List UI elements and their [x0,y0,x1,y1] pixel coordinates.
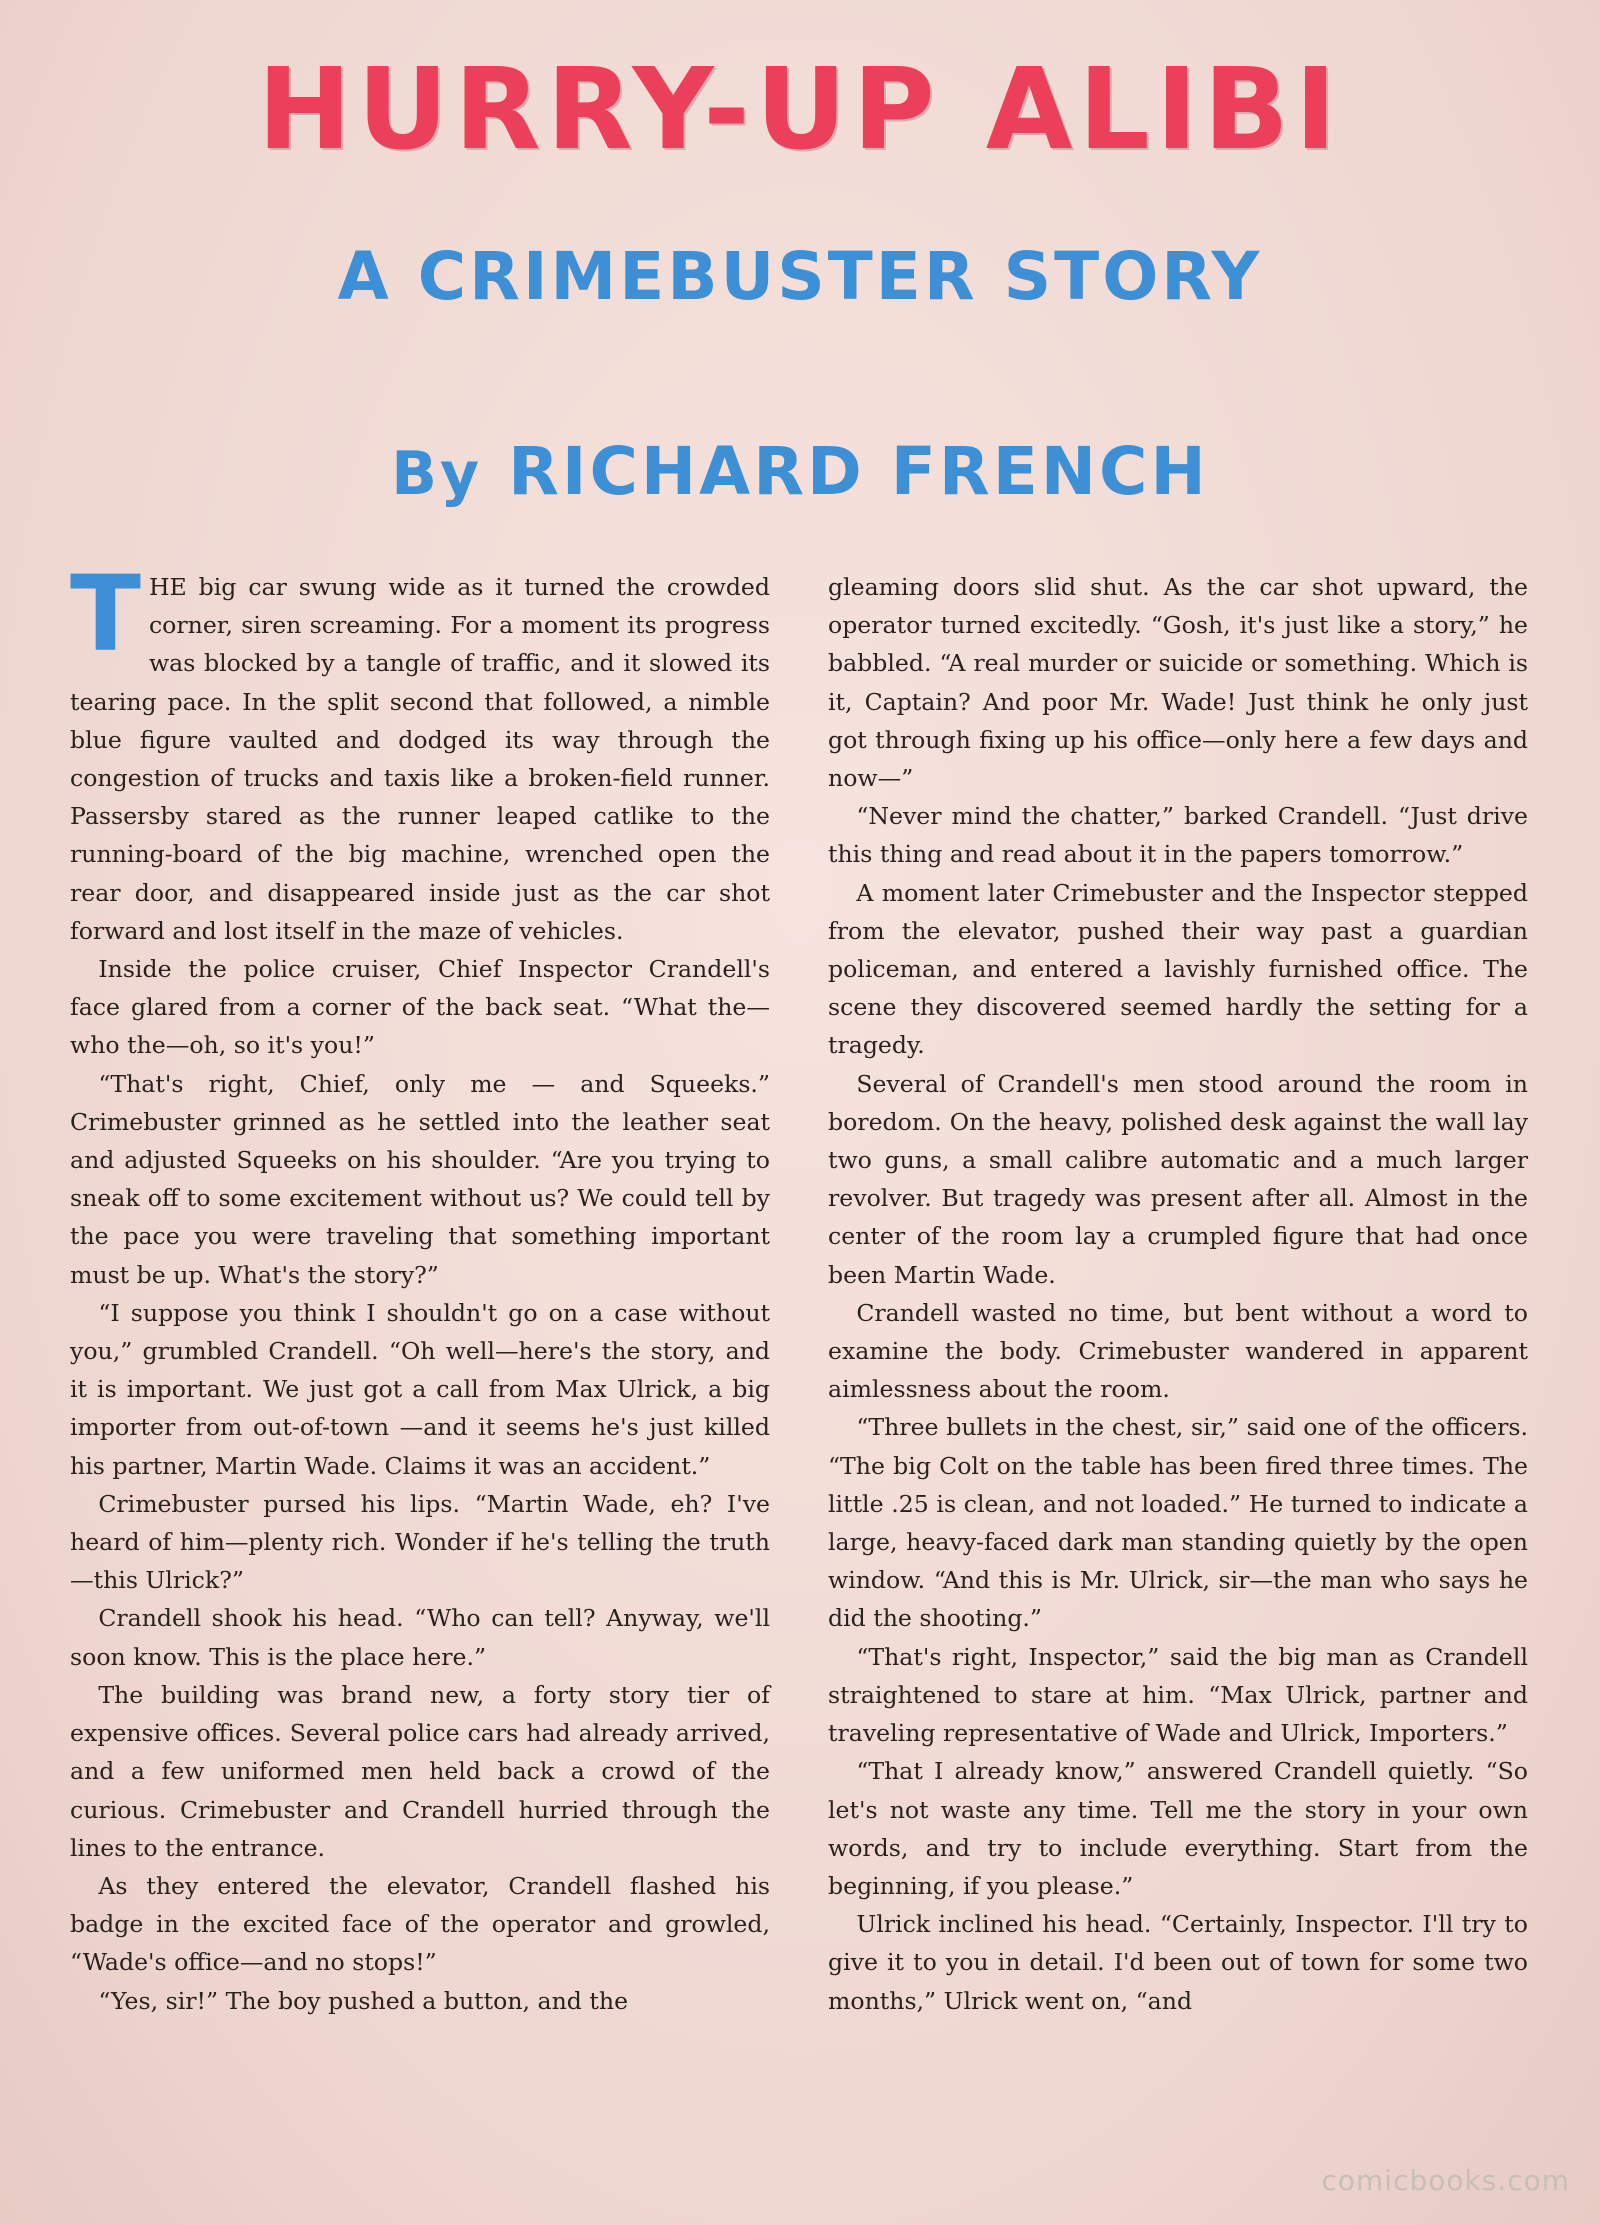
paragraph: gleaming doors slid shut. As the car shot upward, the operator turned excitedly. “Gosh, it's just like a story,” he babbled. “A real murder or suicide or something. Which is it, Captain? And poor Mr. Wade! Just think he only just got through fixing up his office—only here a few days and now—” [828,573,1528,793]
paragraph: “Three bullets in the chest, sir,” said one of the officers. “The big Colt on the table has been fired three times. The little .25 is clean, and not loaded.” He turned to indicate a large, heavy-faced dark man standing quietly by the open window. “And this is Mr. Ulrick, sir—the man who says he did the shooting.” [828,1413,1528,1633]
paragraph: “I suppose you think I shouldn't go on a case without you,” grumbled Crandell. “Oh well—here's the story, and it is important. We just got a call from Max Ulrick, a big importer from out-of-town —and it seems he's just killed his partner, Martin Wade. Claims it was an accident.” [70,1298,770,1480]
paragraph: Crimebuster pursed his lips. “Martin Wade, eh? I've heard of him—plenty rich. Wonder if he's telling the truth—this Ulrick?” [70,1489,770,1595]
paragraph: A moment later Crimebuster and the Inspector stepped from the elevator, pushed their way past a guardian policeman, and entered a lavishly furnished office. The scene they discovered seemed hardly the setting for a tragedy. [828,878,1528,1060]
paragraph: Several of Crandell's men stood around the room in boredom. On the heavy, polished desk against the wall lay two guns, a small calibre automatic and a much larger revolver. But tragedy was present after all. Almost in the center of the room lay a crumpled figure that had once been Martin Wade. [828,1069,1528,1289]
paragraph: “That's right, Chief, only me — and Squeeks.” Crimebuster grinned as he settled into the leather seat and adjusted Squeeks on his shoulder. “Are you trying to sneak off to some excitement without us? We could tell by the pace you were traveling that something important must be up. What's the story?” [70,1069,770,1289]
story-subtitle: A CRIMEBUSTER STORY [337,238,1263,315]
paragraph-text: HE big car swung wide as it turned the crowded corner, siren screaming. For a moment its progress was blocked by a tangle of traffic, and it slowed its tearing pace. In the split second that followed, a nimble blue figure vaulted and dodged its way through the congestion of trucks and taxis like a broken-field runner. Passersby stared as the runner leaped catlike to the running-board of the big machine, wrenched open the rear door, and disappeared inside just as the car shot forward and lost itself in the maze of vehicles. [70,573,770,945]
paragraph: “Never mind the chatter,” barked Crandell. “Just drive this thing and read about it in the papers tomorrow.” [828,802,1528,869]
paragraph: “That's right, Inspector,” said the big man as Crandell straightened to stare at him. “Max Ulrick, partner and traveling representative of Wade and Ulrick, Importers.” [828,1642,1528,1748]
byline-author: RICHARD FRENCH [508,433,1209,510]
paragraph: Ulrick inclined his head. “Certainly, Inspector. I'll try to give it to you in detail. I'd been out of town for some two months,” Ulrick went on, “and [828,1910,1528,2015]
watermark: comicbooks.com [1321,2164,1570,2197]
paragraph: The building was brand new, a forty story tier of expensive offices. Several police cars had already arrived, and a few uniformed men held back a crowd of the curious. Crimebuster and Crandell hurried through the lines to the entrance. [70,1680,770,1862]
paragraph: “That I already know,” answered Crandell quietly. “So let's not waste any time. Tell me the story in your own words, and try to include everything. Start from the beginning, if you please.” [828,1757,1528,1900]
paragraph: Crandell shook his head. “Who can tell? Anyway, we'll soon know. This is the place here.” [70,1604,770,1671]
byline [0,433,1600,510]
paragraph [70,553,770,950]
paragraph: “Yes, sir!” The boy pushed a button, and the [98,1986,629,2015]
story-title: HURRY-UP ALIBI [257,45,1343,175]
byline-by: By [391,439,483,509]
right-column [828,568,1528,2020]
left-column [70,553,770,2020]
drop-cap: T [70,553,141,675]
paragraph: Crandell wasted no time, but bent without a word to examine the body. Crimebuster wandered in apparent aimlessness about the room. [828,1298,1528,1404]
paragraph: Inside the police cruiser, Chief Inspector Crandell's face glared from a corner of the back seat. “What the—who the—oh, so it's you!” [70,955,770,1060]
paragraph: As they entered the elevator, Crandell flashed his badge in the excited face of the operator and growled, “Wade's office—and no stops!” [70,1871,770,1977]
